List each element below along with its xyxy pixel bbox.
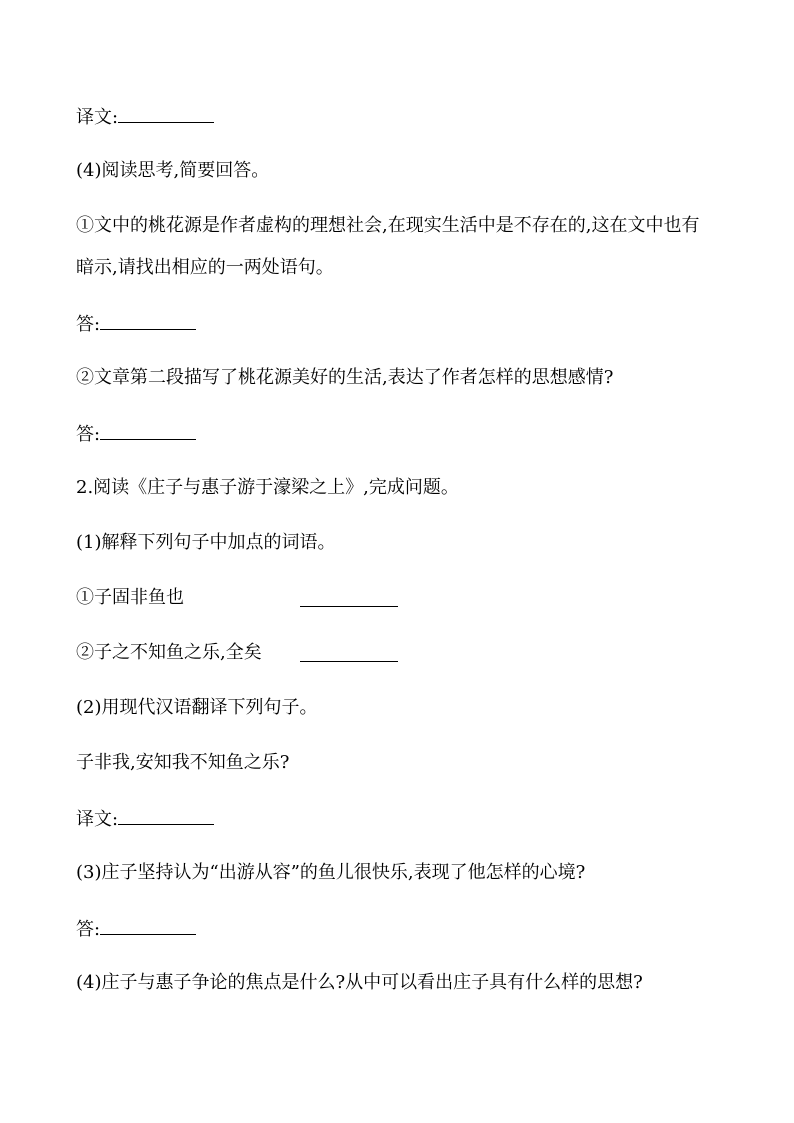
question-2-sentence: 子非我,安知我不知鱼之乐?	[76, 752, 290, 773]
question-2-heading: (2)用现代汉语翻译下列句子。	[76, 697, 318, 718]
translation-label: 译文:	[76, 107, 119, 128]
question-1-item-1: ①子固非鱼也	[76, 587, 184, 608]
translation-row-1	[76, 104, 214, 130]
answer-blank[interactable]	[100, 421, 196, 440]
question-3: (3)庄子坚持认为“出游从容”的鱼儿很快乐,表现了他怎样的心境?	[76, 862, 586, 883]
question-4-1-line-2: 暗示,请找出相应的一两处语句。	[76, 257, 334, 278]
translation-answer-blank[interactable]	[118, 104, 214, 123]
answer-row-1	[76, 311, 196, 337]
question-4-heading: (4)阅读思考,简要回答。	[76, 160, 270, 181]
translation-row-2	[76, 806, 214, 832]
answer-blank[interactable]	[100, 311, 196, 330]
question-4-1-line-1: ①文中的桃花源是作者虚构的理想社会,在现实生活中是不存在的,这在文中也有	[76, 215, 700, 236]
answer-row-3	[76, 916, 196, 942]
answer-row-2	[76, 421, 196, 447]
question-1-item-2: ②子之不知鱼之乐,全矣	[76, 642, 262, 663]
translation-label: 译文:	[76, 809, 119, 830]
question-1-item-2-blank[interactable]	[300, 661, 398, 662]
question-4-2: ②文章第二段描写了桃花源美好的生活,表达了作者怎样的思想感情?	[76, 367, 614, 388]
answer-label: 答:	[76, 314, 101, 335]
answer-label: 答:	[76, 424, 101, 445]
section-2-heading: 2.阅读《庄子与惠子游于濠梁之上》,完成问题。	[76, 477, 459, 498]
question-1-heading: (1)解释下列句子中加点的词语。	[76, 532, 336, 553]
answer-blank[interactable]	[100, 916, 196, 935]
question-1-item-1-blank[interactable]	[300, 606, 398, 607]
translation-answer-blank[interactable]	[118, 806, 214, 825]
answer-label: 答:	[76, 919, 101, 940]
question-4: (4)庄子与惠子争论的焦点是什么?从中可以看出庄子具有什么样的思想?	[76, 972, 643, 993]
